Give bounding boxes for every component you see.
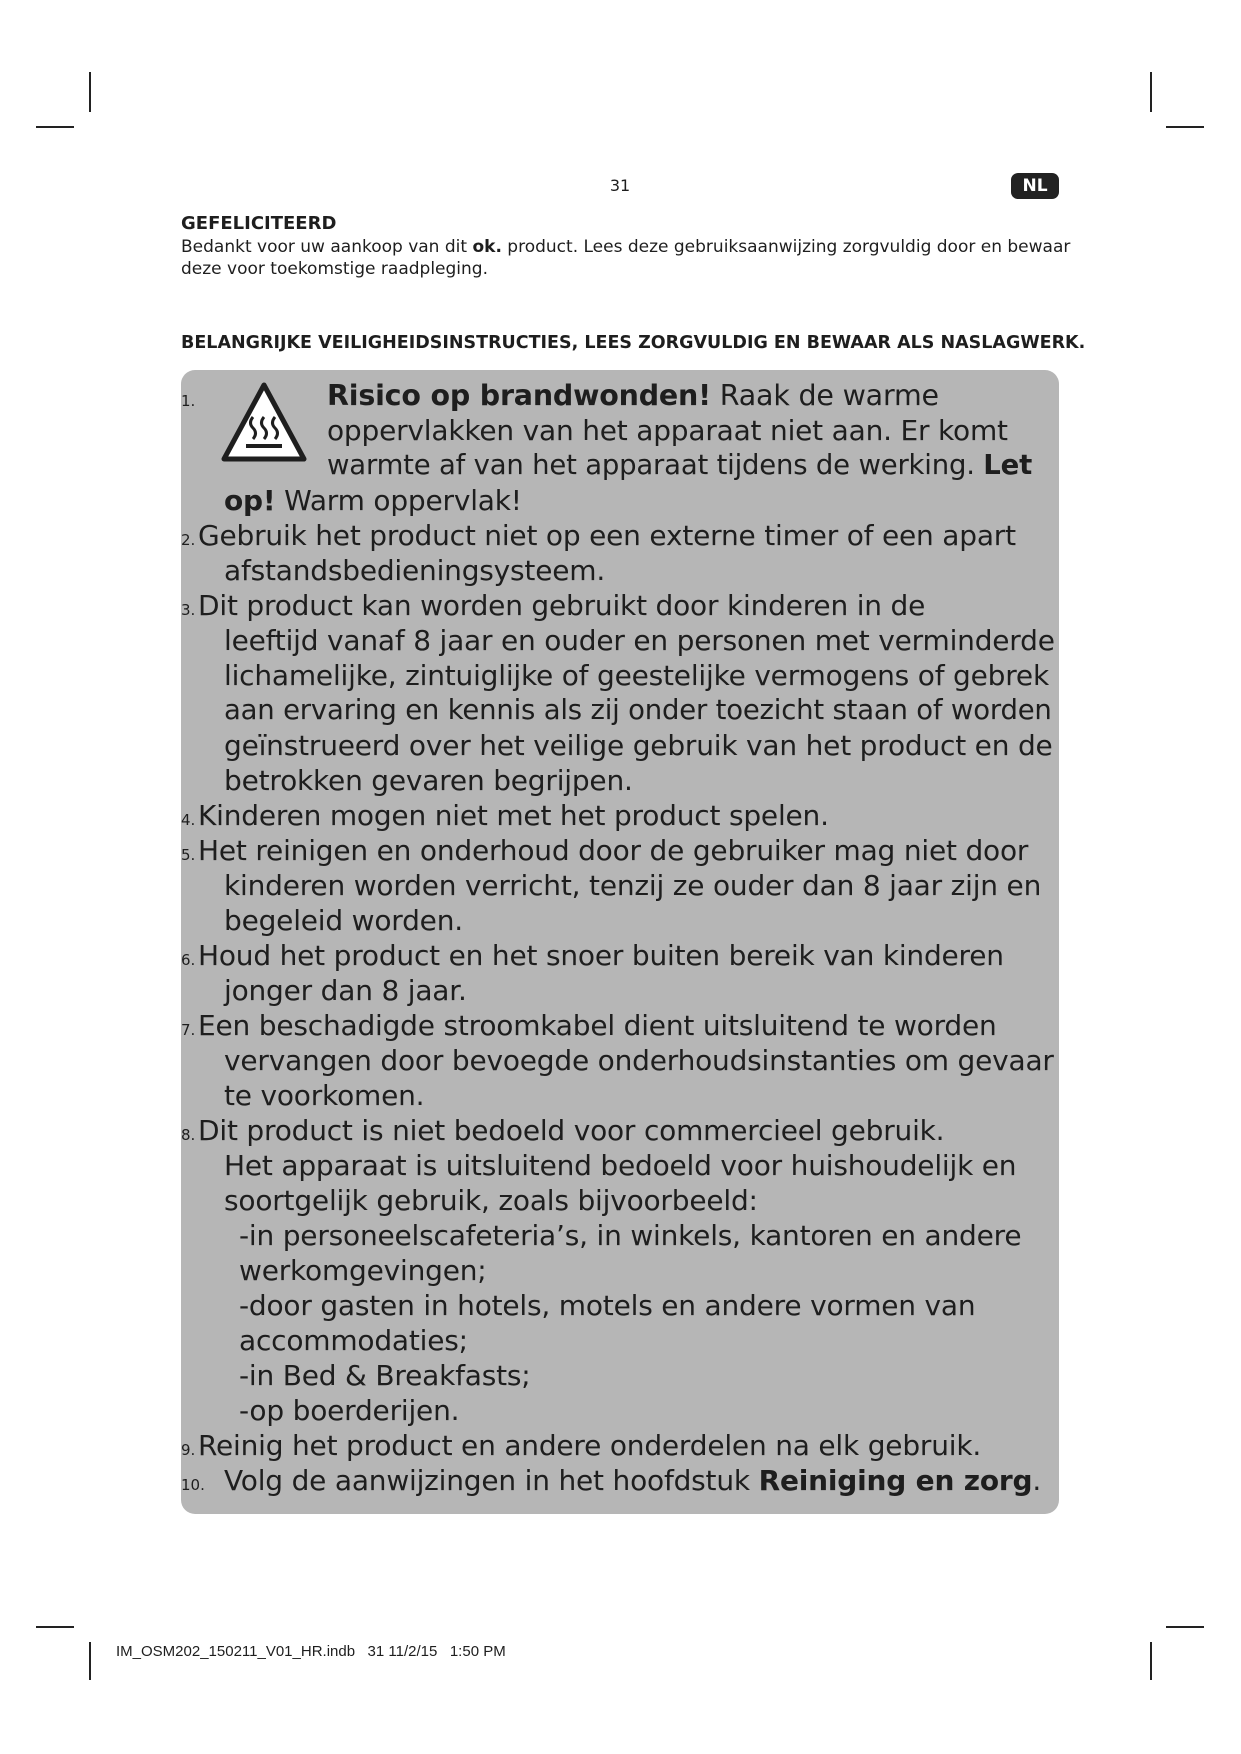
crop-mark <box>36 1626 74 1628</box>
print-footer: IM_OSM202_150211_V01_HR.indb 31 11/2/15 1:50 PM <box>116 1643 506 1660</box>
item-line: aan ervaring en kennis als zij onder toezicht staan of worden <box>224 694 1052 726</box>
item-line: te voorkomen. <box>224 1079 425 1112</box>
item-line: jonger dan 8 jaar. <box>224 974 467 1007</box>
crop-mark <box>1166 1626 1204 1628</box>
item-line <box>224 1463 1041 1498</box>
intro-paragraph <box>181 236 1071 280</box>
item-line: vervangen door bevoegde onderhoudsinstanties om gevaar <box>224 1044 1054 1077</box>
brand-name: ok. <box>472 237 502 257</box>
item-number: 7. <box>181 1021 196 1039</box>
page-number: 31 <box>609 176 631 195</box>
item-line: Het reinigen en onderhoud door de gebruiker mag niet door <box>198 834 1029 867</box>
item-line: Dit product is niet bedoeld voor commercieel gebruik. <box>198 1114 945 1147</box>
intro-text-after: product. Lees deze gebruiksaanwijzing zorgvuldig door en bewaar deze voor toekomstige raadpleging. <box>181 237 1071 279</box>
item-number: 10. <box>181 1476 205 1494</box>
item-line-text: Warm oppervlak! <box>275 484 522 517</box>
item-number: 3. <box>181 601 196 619</box>
item-line: Een beschadigde stroomkabel dient uitsluitend te worden <box>198 1009 997 1042</box>
item-line-bold: Let <box>983 449 1033 481</box>
item-line: -op boerderijen. <box>239 1394 460 1427</box>
item-number: 6. <box>181 951 196 969</box>
item-number: 1. <box>181 392 196 410</box>
item-line-text: . <box>1032 1464 1042 1497</box>
crop-mark <box>89 72 91 112</box>
item-line-bold: Reiniging en zorg <box>758 1464 1033 1497</box>
item-line: Reinig het product en andere onderdelen na elk gebruik. <box>198 1429 982 1462</box>
language-badge: NL <box>1011 173 1059 199</box>
item-line: -in Bed & Breakfasts; <box>239 1359 531 1392</box>
item-line: betrokken gevaren begrijpen. <box>224 764 633 797</box>
item-number: 2. <box>181 531 196 549</box>
item-line <box>327 378 939 413</box>
item-line-bold: op! <box>224 484 276 517</box>
item-line: leeftijd vanaf 8 jaar en ouder en personen met verminderde <box>224 624 1055 657</box>
item-line: Kinderen mogen niet met het product spelen. <box>198 799 829 832</box>
item-line: Het apparaat is uitsluitend bedoeld voor huishoudelijk en <box>224 1149 1017 1182</box>
item-line: werkomgevingen; <box>239 1254 487 1287</box>
item-line: accommodaties; <box>239 1324 468 1357</box>
hot-surface-warning-icon <box>220 381 308 463</box>
item-number: 5. <box>181 846 196 864</box>
item-line: Dit product kan worden gebruikt door kinderen in de <box>198 589 926 622</box>
item-number: 4. <box>181 811 196 829</box>
crop-mark <box>89 1642 91 1680</box>
item-line <box>327 448 1032 483</box>
item-line-bold: Risico op brandwonden! <box>327 379 711 412</box>
item-line: afstandsbedieningsysteem. <box>224 554 606 587</box>
crop-mark <box>1150 1642 1152 1680</box>
item-line: -in personeelscafeteria’s, in winkels, kantoren en andere <box>239 1219 1022 1252</box>
crop-mark <box>1150 72 1152 112</box>
item-line: soortgelijk gebruik, zoals bijvoorbeeld: <box>224 1184 758 1217</box>
item-line: oppervlakken van het apparaat niet aan. Er komt <box>327 414 1008 447</box>
safety-heading: BELANGRIJKE VEILIGHEIDSINSTRUCTIES, LEES ZORGVULDIG EN BEWAAR ALS NASLAGWERK. <box>181 333 1086 353</box>
item-number: 8. <box>181 1126 196 1144</box>
item-line-text: Raak de warme <box>710 379 939 412</box>
item-line: geïnstrueerd over het veilige gebruik van het product en de <box>224 729 1053 762</box>
item-line: begeleid worden. <box>224 904 463 937</box>
item-line <box>224 483 522 518</box>
crop-mark <box>1166 126 1204 128</box>
item-line: -door gasten in hotels, motels en andere vormen van <box>239 1289 976 1322</box>
item-number: 9. <box>181 1441 196 1459</box>
crop-mark <box>36 126 74 128</box>
item-line: Gebruik het product niet op een externe timer of een apart <box>198 519 1016 552</box>
intro-text-before: Bedankt voor uw aankoop van dit <box>181 237 473 257</box>
item-line-text: warmte af van het apparaat tijdens de werking. <box>327 449 984 481</box>
item-line: lichamelijke, zintuiglijke of geestelijke vermogens of gebrek <box>224 659 1049 692</box>
item-line: kinderen worden verricht, tenzij ze ouder dan 8 jaar zijn en <box>224 869 1042 902</box>
item-line: Houd het product en het snoer buiten bereik van kinderen <box>198 939 1004 972</box>
item-line-text: Volg de aanwijzingen in het hoofdstuk <box>224 1464 759 1497</box>
intro-heading: GEFELICITEERD <box>181 213 337 234</box>
